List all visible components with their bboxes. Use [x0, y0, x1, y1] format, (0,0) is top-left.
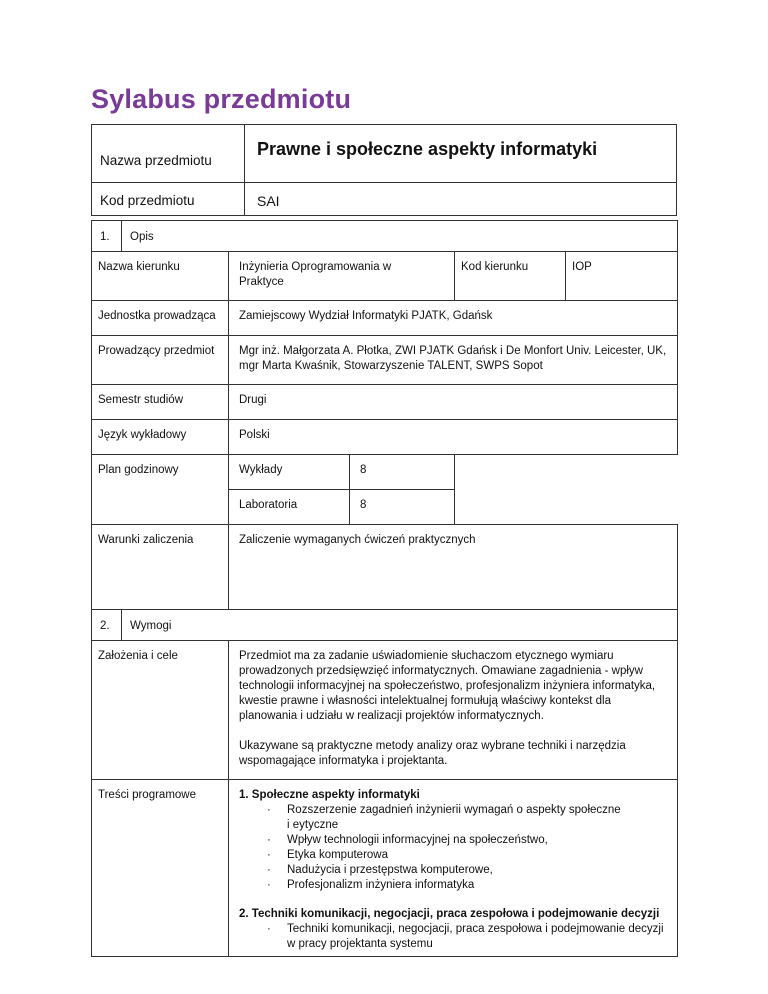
section1-title: Opis [122, 221, 678, 252]
goals-label: Założenia i cele [92, 641, 229, 780]
course-name-value: Prawne i społeczne aspekty informatyki [245, 125, 677, 183]
credit-label: Warunki zaliczenia [92, 525, 229, 610]
section2-number: 2. [92, 610, 122, 641]
content-value [229, 780, 678, 957]
course-code-value: SAI [245, 183, 677, 216]
syllabus-table [91, 220, 678, 957]
list-item: · Techniki komunikacji, negocjacji, praca zespołowa i podejmowanie decyzji w pracy projektanta systemu [239, 922, 671, 952]
field-value: Inżynieria Oprogramowania w Praktyce [229, 252, 455, 301]
semester-value: Drugi [229, 385, 678, 420]
lecturer-value: Mgr inż. Małgorzata A. Płotka, ZWI PJATK Gdańsk i De Monfort Univ. Leicester, UK, mgr Marta Kwaśnik, Stowarzyszenie TALENT, SWPS Sopot [229, 336, 678, 385]
page-title: Sylabus przedmiotu [91, 84, 352, 114]
goals-value [229, 641, 678, 780]
hours-label: Plan godzinowy [92, 455, 229, 525]
list-item: · Etyka komputerowa [239, 848, 671, 863]
list-item: · Nadużycia i przestępstwa komputerowe, [239, 863, 671, 878]
hours-count-lectures: 8 [350, 455, 455, 490]
credit-value: Zaliczenie wymaganych ćwiczeń praktycznych [229, 525, 678, 610]
goals-paragraph-1: Przedmiot ma za zadanie uświadomienie słuchaczom etycznego wymiaru prowadzonych przedsięwzięć informatycznych. Omawiane zagadnienia - wpływ technologii informacyjnej na społeczeństwo, profesjonalizm inżyniera informatyka, kwestie prawne i własności intelektualnej formułują właściwy kontekst dla planowania i udziału w realizacji projektów informatycznych. [239, 650, 656, 722]
topic1-list [239, 803, 671, 893]
semester-label: Semestr studiów [92, 385, 229, 420]
field-code-value: IOP [566, 252, 678, 301]
language-label: Język wykładowy [92, 420, 229, 455]
goals-paragraph-2: Ukazywane są praktyczne metody analizy oraz wybrane techniki i narzędzia wspomagające informatyka i projektanta. [239, 740, 626, 767]
course-info-table [91, 124, 677, 216]
topic2-list [239, 922, 671, 952]
topic1-title: 1. Społeczne aspekty informatyki [239, 789, 420, 801]
field-label: Nazwa kierunku [92, 252, 229, 301]
course-name-label: Nazwa przedmiotu [92, 125, 245, 183]
section1-number: 1. [92, 221, 122, 252]
lecturer-label: Prowadzący przedmiot [92, 336, 229, 385]
hours-count-labs: 8 [350, 490, 455, 525]
unit-value: Zamiejscowy Wydział Informatyki PJATK, Gdańsk [229, 301, 678, 336]
list-item: · Wpływ technologii informacyjnej na społeczeństwo, [239, 833, 671, 848]
hours-empty-area [455, 455, 678, 525]
list-item: · Profesjonalizm inżyniera informatyka [239, 878, 671, 893]
hours-type-lectures: Wykłady [229, 455, 350, 490]
section2-title: Wymogi [122, 610, 678, 641]
list-item: · Rozszerzenie zagadnień inżynierii wymagań o aspekty społeczne i eytyczne [239, 803, 671, 833]
course-code-label: Kod przedmiotu [92, 183, 245, 216]
unit-label: Jednostka prowadząca [92, 301, 229, 336]
hours-type-labs: Laboratoria [229, 490, 350, 525]
content-label: Treści programowe [92, 780, 229, 957]
topic2-title: 2. Techniki komunikacji, negocjacji, praca zespołowa i podejmowanie decyzji [239, 908, 660, 920]
field-code-label: Kod kierunku [455, 252, 566, 301]
language-value: Polski [229, 420, 678, 455]
